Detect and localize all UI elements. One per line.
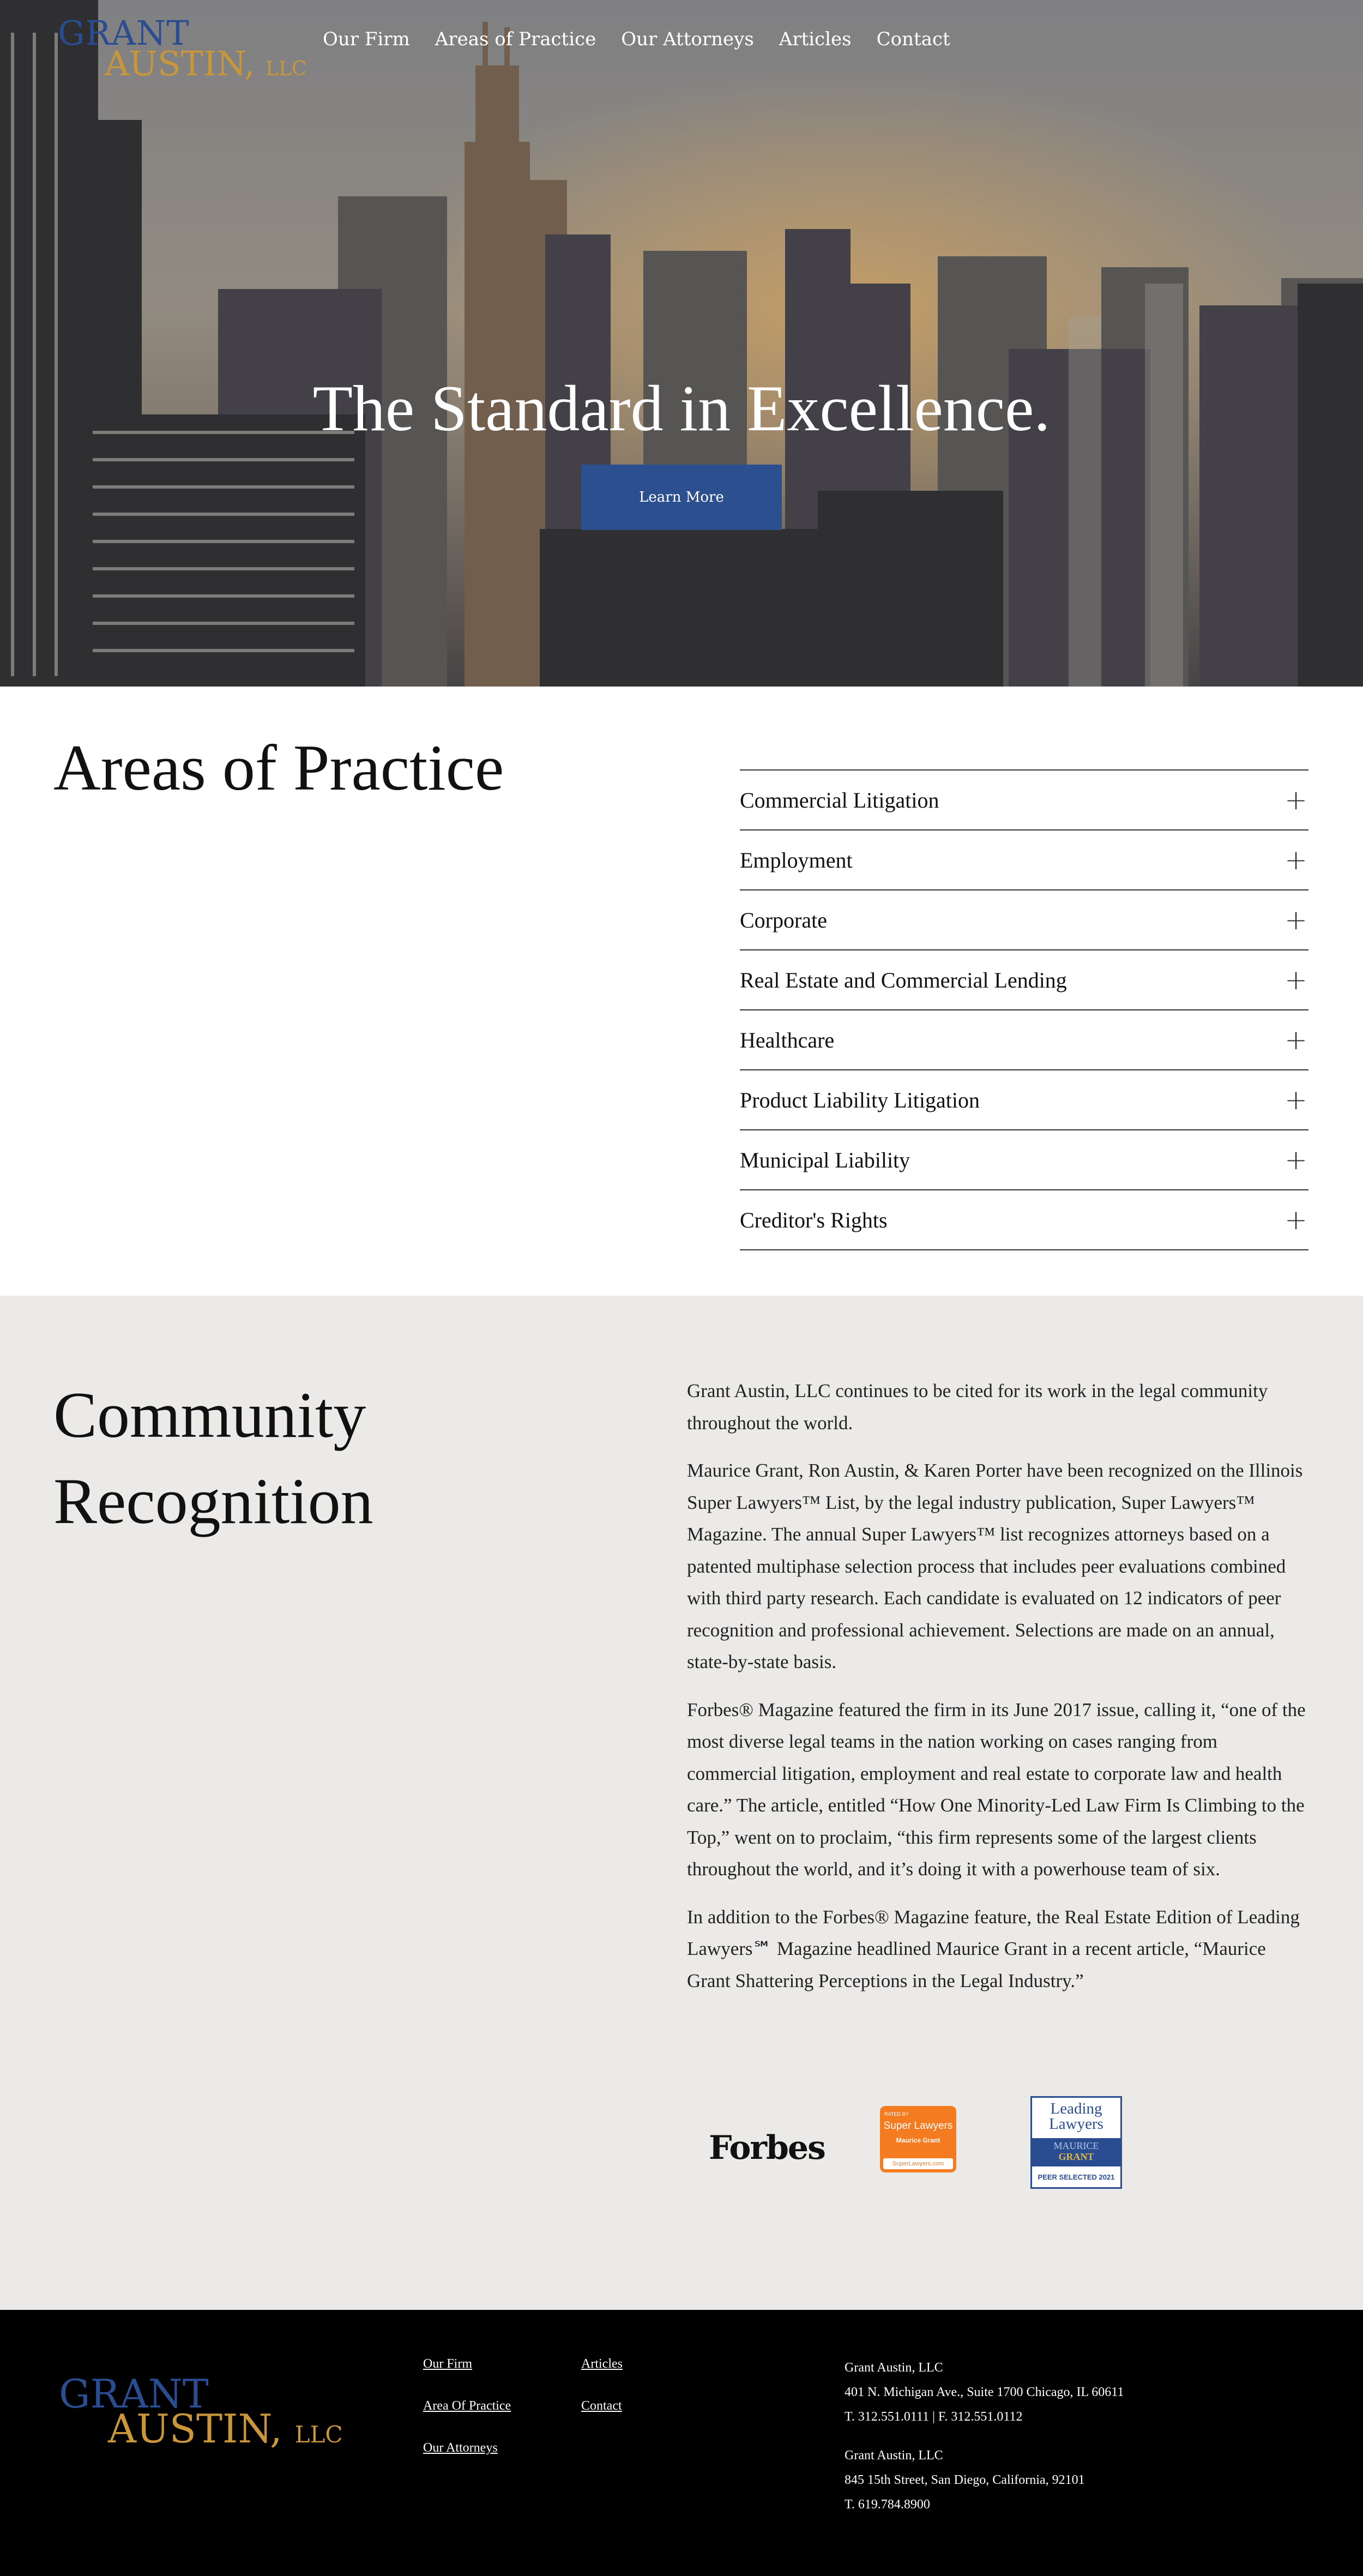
office-phone: T. 312.551.0111 | F. 312.551.0112	[845, 2410, 1023, 2424]
accordion-item[interactable]	[740, 950, 1308, 1010]
logo-line2	[105, 44, 307, 83]
accordion-item[interactable]	[740, 830, 1308, 890]
accordion-item-label: Real Estate and Commercial Lending	[740, 967, 1067, 992]
accordion-item-label: Creditor's Rights	[740, 1207, 888, 1232]
hero-section	[0, 0, 1363, 687]
plus-icon[interactable]: +	[1284, 1204, 1307, 1236]
accordion-item-label: Commercial Litigation	[740, 787, 939, 812]
plus-icon[interactable]: +	[1284, 1084, 1307, 1116]
accordion-item[interactable]	[740, 1130, 1308, 1190]
site-logo[interactable]	[58, 13, 307, 83]
office-phone: T. 619.784.8900	[845, 2497, 930, 2512]
recognition-paragraph: Maurice Grant, Ron Austin, & Karen Porter have been recognized on the Illinois Super Lawyers™ List, by the legal industry publication, Super Lawyers™ Magazine. The annual Super Lawyers™ list recognizes attorneys based on a patented multiphase selection process that includes peer evaluations combined with third party research. Each candidate is evaluated on 12 indicators of peer recognition and professional achievement. Selections are made on an annual, state-by-state basis.	[687, 1460, 1303, 1672]
accordion-item-label: Employment	[740, 847, 853, 872]
practice-accordion	[740, 769, 1308, 1250]
plus-icon[interactable]: +	[1284, 844, 1307, 876]
nav-our-firm[interactable]: Our Firm	[323, 28, 410, 50]
practice-heading: Areas of Practice	[53, 731, 504, 804]
office-name: Grant Austin, LLC	[845, 2448, 943, 2463]
super-lawyers-site: SuperLawyers.com	[883, 2158, 953, 2169]
leading-lawyers-first: MAURICE	[1053, 2140, 1099, 2151]
footer-logo-line1: GRANT	[59, 2371, 209, 2417]
plus-icon[interactable]: +	[1284, 904, 1307, 936]
plus-icon[interactable]: +	[1284, 964, 1307, 996]
super-lawyers-top: RATED BY	[884, 2111, 909, 2117]
office-address: 401 N. Michigan Ave., Suite 1700 Chicago, IL 60611	[845, 2385, 1124, 2399]
accordion-item[interactable]	[740, 1010, 1308, 1070]
super-lawyers-name: Super Lawyers	[883, 2120, 953, 2132]
recognition-body	[687, 1375, 1308, 2013]
main-nav	[323, 28, 950, 50]
footer-link-contact[interactable]: Contact	[581, 2399, 622, 2413]
nav-areas-of-practice[interactable]: Areas of Practice	[435, 28, 596, 50]
accordion-item[interactable]	[740, 1070, 1308, 1130]
leading-lawyers-badge	[1030, 2096, 1122, 2189]
site-footer	[0, 2310, 1363, 2576]
accordion-item[interactable]	[740, 1190, 1308, 1250]
leading-lawyers-last: GRANT	[1058, 2151, 1094, 2162]
footer-logo-suffix: LLC	[294, 2421, 343, 2448]
footer-links-col2	[581, 2357, 623, 2414]
footer-logo-line2	[108, 2406, 343, 2452]
recognition-heading-line1: Community	[53, 1379, 366, 1451]
accordion-item-label: Municipal Liability	[740, 1147, 910, 1172]
footer-logo-line2-text: AUSTIN,	[108, 2406, 282, 2452]
footer-link-our-firm[interactable]: Our Firm	[423, 2357, 472, 2371]
footer-link-our-attorneys[interactable]: Our Attorneys	[423, 2441, 498, 2455]
nav-our-attorneys[interactable]: Our Attorneys	[621, 28, 754, 50]
nav-articles[interactable]: Articles	[779, 28, 852, 50]
accordion-item-label: Product Liability Litigation	[740, 1087, 980, 1112]
recognition-section	[0, 1296, 1363, 2310]
recognition-heading-line2: Recognition	[53, 1465, 373, 1537]
footer-link-area-of-practice[interactable]: Area Of Practice	[423, 2399, 511, 2413]
accordion-item-label: Healthcare	[740, 1027, 835, 1052]
recognition-paragraph: In addition to the Forbes® Magazine feature, the Real Estate Edition of Leading Lawyers℠ Magazine headlined Maurice Grant in a recent article, “Maurice Grant Shattering Perceptions in the Legal Industry.”	[687, 1906, 1300, 1991]
logo-suffix: LLC	[266, 58, 307, 80]
leading-lawyers-name-band	[1032, 2138, 1120, 2166]
hero-overlay	[0, 0, 1363, 687]
plus-icon[interactable]: +	[1284, 784, 1307, 816]
plus-icon[interactable]: +	[1284, 1144, 1307, 1176]
office-address: 845 15th Street, San Diego, California, 92101	[845, 2473, 1085, 2487]
hero-title: The Standard in Excellence.	[312, 372, 1051, 444]
leading-lawyers-peer: PEER SELECTED 2021	[1038, 2173, 1115, 2181]
forbes-logo: Forbes	[709, 2129, 825, 2167]
footer-logo[interactable]	[59, 2371, 343, 2452]
office-name: Grant Austin, LLC	[845, 2361, 943, 2375]
recognition-logos	[687, 2092, 1308, 2201]
logo-line2-text: AUSTIN,	[105, 44, 255, 83]
footer-office-chicago	[845, 2356, 1124, 2429]
footer-links-col1	[423, 2357, 511, 2455]
footer-office-san-diego	[845, 2443, 1085, 2517]
super-lawyers-badge	[880, 2106, 956, 2172]
accordion-item-label: Corporate	[740, 907, 827, 932]
leading-lawyers-line1: Leading	[1050, 2100, 1102, 2117]
leading-lawyers-title	[1032, 2101, 1120, 2132]
accordion-item[interactable]	[740, 890, 1308, 950]
leading-lawyers-line2: Lawyers	[1049, 2115, 1103, 2133]
recognition-paragraph: Grant Austin, LLC continues to be cited for its work in the legal community throughout the world.	[687, 1380, 1268, 1434]
accordion-item[interactable]	[740, 771, 1308, 830]
recognition-heading	[53, 1372, 544, 1544]
learn-more-button[interactable]: Learn More	[581, 465, 782, 530]
nav-contact[interactable]: Contact	[876, 28, 950, 50]
logo-line1: GRANT	[58, 13, 190, 53]
practice-section	[0, 687, 1363, 1296]
footer-link-articles[interactable]: Articles	[581, 2357, 623, 2371]
super-lawyers-person: Maurice Grant	[896, 2136, 940, 2144]
recognition-paragraph: Forbes® Magazine featured the firm in its June 2017 issue, calling it, “one of the most diverse legal teams in the nation working on cases ranging from commercial litigation, employment and real estate to corporate law and health care.” The article, entitled “How One Minority-Led Law Firm Is Climbing to the Top,” went on to proclaim, “this firm represents some of the largest clients throughout the world, and it’s doing it with a powerhouse team of six.	[687, 1699, 1306, 1880]
plus-icon[interactable]: +	[1284, 1024, 1307, 1056]
